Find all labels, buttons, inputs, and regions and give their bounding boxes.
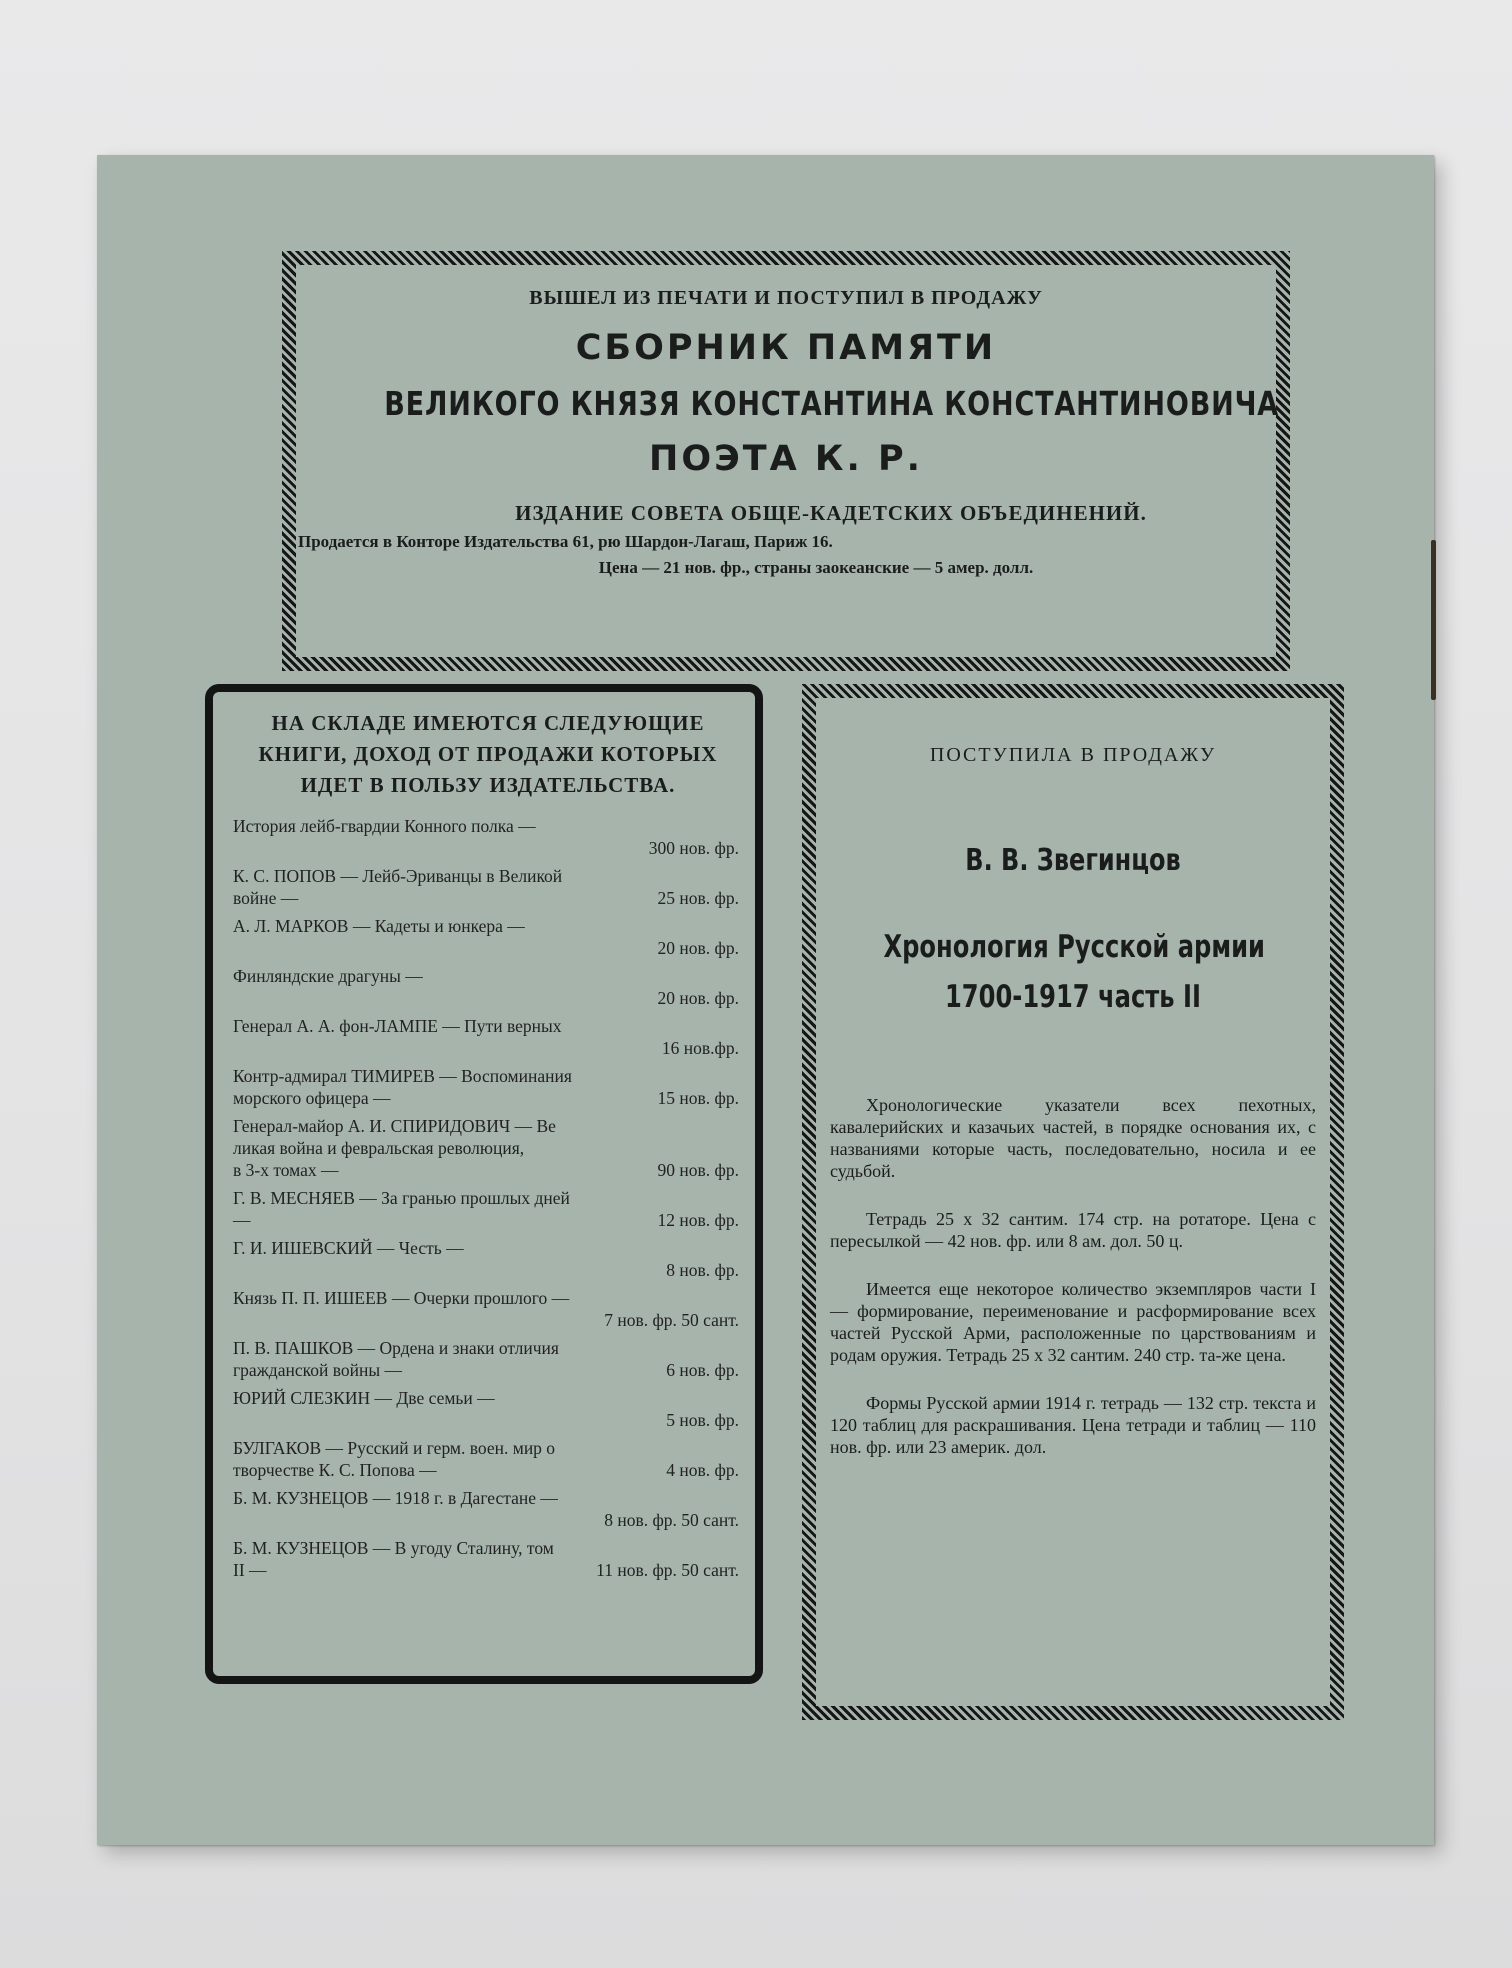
- stock-item-price: 4 нов. фр.: [666, 1460, 739, 1480]
- stock-item-title: А. Л. МАРКОВ — Кадеты и юнкера —: [233, 916, 525, 936]
- stock-item-title: История лейб-гвардии Конного полка —: [233, 816, 536, 836]
- stock-item-title-end: II —: [233, 1560, 267, 1580]
- stock-list-item: [233, 1187, 743, 1231]
- part-one-notice: Имеется еще некоторое количество экземпляров части I — формирование, переименование и расформирование всех частей Русской Арми, расположенные по царствованиям и родам оружия. Тетрадь 25 х 32 сантим. 240 стр. та-же цена.: [830, 1279, 1316, 1365]
- stock-list-item: [233, 1065, 743, 1109]
- book-title-line2: 1700-1917 часть II: [944, 979, 1202, 1015]
- stock-list-item: [233, 1115, 743, 1181]
- stock-item-price: 300 нов. фр.: [648, 838, 739, 858]
- stock-list-item: [233, 865, 743, 909]
- new-book-heading: ПОСТУПИЛА В ПРОДАЖУ: [929, 744, 1217, 766]
- stock-item-price: 8 нов. фр. 50 сант.: [604, 1510, 739, 1530]
- stock-list-item: [233, 815, 743, 859]
- stock-item-title-end: войне —: [233, 888, 299, 908]
- stock-item-title-end: —: [233, 1210, 251, 1230]
- stock-item-title: Б. М. КУЗНЕЦОВ — 1918 г. в Дагестане —: [233, 1488, 558, 1508]
- stock-item-title: П. В. ПАШКОВ — Ордена и знаки отличия: [233, 1338, 559, 1358]
- book-author: В. В. Звегинцов: [965, 843, 1181, 878]
- stock-item-title: Князь П. П. ИШЕЕВ — Очерки прошлого —: [233, 1288, 570, 1308]
- stock-list-item: [233, 1487, 743, 1531]
- stock-item-price: 20 нов. фр.: [657, 938, 739, 958]
- stock-item-price: 5 нов. фр.: [666, 1410, 739, 1430]
- stock-item-price-row: [233, 887, 743, 909]
- stock-item-price-row: [233, 1209, 743, 1231]
- book-title-line2: ВЕЛИКОГО КНЯЗЯ КОНСТАНТИНА КОНСТАНТИНОВИЧА: [384, 384, 1280, 423]
- stock-item-price-row: [233, 1559, 743, 1581]
- stock-item-price-row: [233, 937, 743, 959]
- stock-list-item: [233, 915, 743, 959]
- book-format-price: Тетрадь 25 х 32 сантим. 174 стр. на ротаторе. Цена с пересылкой — 42 нов. фр. или 8 ам. дол. 50 ц.: [830, 1209, 1316, 1251]
- publisher-line: ИЗДАНИЕ СОВЕТА ОБЩЕ-КАДЕТСКИХ ОБЪЕДИНЕНИЙ.: [515, 501, 1147, 525]
- stock-item-title-cont: ликая война и февральская революция,: [233, 1138, 525, 1158]
- stock-item-price: 6 нов. фр.: [666, 1360, 739, 1380]
- price-line: Цена — 21 нов. фр., страны заокеанские — 5 амер. долл.: [598, 558, 1034, 577]
- stock-item-price: 7 нов. фр. 50 сант.: [604, 1310, 739, 1330]
- stock-item-title: Контр-адмирал ТИМИРЕВ — Воспоминания: [233, 1066, 572, 1086]
- announcement-box-memorial-collection: [282, 251, 1290, 671]
- stock-list-box: [205, 684, 763, 1684]
- new-book-box: [802, 684, 1344, 1720]
- stock-item-price: 12 нов. фр.: [657, 1210, 739, 1230]
- stock-item-price-row: [233, 1037, 743, 1059]
- stock-list-item: [233, 1337, 743, 1381]
- book-title-line3: ПОЭТА К. Р.: [649, 439, 923, 479]
- stock-heading-line3: ИДЕТ В ПОЛЬЗУ ИЗДАТЕЛЬСТВА.: [300, 773, 676, 797]
- announcement-heading: ВЫШЕЛ ИЗ ПЕЧАТИ И ПОСТУПИЛ В ПРОДАЖУ: [529, 287, 1043, 309]
- stock-list-item: [233, 1537, 743, 1581]
- stock-item-title: Г. И. ИШЕВСКИЙ — Честь —: [233, 1238, 464, 1258]
- stock-item-price-row: [233, 1359, 743, 1381]
- stock-item-price-row: [233, 1309, 743, 1331]
- stock-item-price-row: [233, 837, 743, 859]
- stock-heading-line2: КНИГИ, ДОХОД ОТ ПРОДАЖИ КОТОРЫХ: [258, 742, 718, 766]
- stock-list-item: [233, 1287, 743, 1331]
- stock-item-title-end: в 3-х томах —: [233, 1160, 339, 1180]
- stock-item-price: 90 нов. фр.: [657, 1160, 739, 1180]
- stock-item-price-row: [233, 1509, 743, 1531]
- stock-item-title: ЮРИЙ СЛЕЗКИН — Две семьи —: [233, 1388, 495, 1408]
- stock-item-title: Г. В. МЕСНЯЕВ — За гранью прошлых дней: [233, 1188, 570, 1208]
- stock-heading-line1: НА СКЛАДЕ ИМЕЮТСЯ СЛЕДУЮЩИЕ: [271, 711, 705, 735]
- stock-item-title: БУЛГАКОВ — Русский и герм. воен. мир о: [233, 1438, 556, 1458]
- stock-list-item: [233, 965, 743, 1009]
- stock-item-price: 25 нов. фр.: [657, 888, 739, 908]
- stock-list-entries: [233, 815, 743, 1581]
- stock-item-price: 16 нов.фр.: [661, 1038, 739, 1058]
- binding-edge: [1431, 540, 1436, 700]
- stock-list-item: [233, 1437, 743, 1481]
- book-title-line1: СБОРНИК ПАМЯТИ: [575, 328, 997, 368]
- book-title-line1: Хронология Русской армии: [883, 929, 1266, 965]
- stock-item-title: Б. М. КУЗНЕЦОВ — В угоду Сталину, том: [233, 1538, 554, 1558]
- uniforms-notice: Формы Русской армии 1914 г. тетрадь — 132 стр. текста и 120 таблиц для раскрашивания. Цена тетради и таблиц — 110 нов. фр. или 23 америк. дол.: [830, 1393, 1316, 1457]
- stock-item-title-end: гражданской войны —: [233, 1360, 402, 1380]
- stock-item-price: 15 нов. фр.: [657, 1088, 739, 1108]
- stock-list-item: [233, 1015, 743, 1059]
- stock-item-price-row: [233, 1159, 743, 1181]
- stock-item-price-row: [233, 1409, 743, 1431]
- book-description: Хронологические указатели всех пехотных, кавалерийских и казачьих частей, в порядке основания их, с названиями которые часть, последовательно, носила и ее судьбой.: [830, 1095, 1316, 1181]
- stock-item-title-end: творчестве К. С. Попова —: [233, 1460, 437, 1480]
- stock-item-title-end: морского офицера —: [233, 1088, 391, 1108]
- stock-item-price-row: [233, 1459, 743, 1481]
- stock-item-price-row: [233, 1087, 743, 1109]
- stock-list-heading: [233, 708, 743, 801]
- stock-item-price: 8 нов. фр.: [666, 1260, 739, 1280]
- sale-address: Продается в Конторе Издательства 61, рю Шардон-Лагаш, Париж 16.: [298, 532, 833, 551]
- book-title: [883, 922, 1266, 1022]
- stock-item-price: 11 нов. фр. 50 сант.: [596, 1560, 739, 1580]
- stock-item-title: Генерал А. А. фон-ЛАМПЕ — Пути верных: [233, 1016, 562, 1036]
- stock-list-item: [233, 1237, 743, 1281]
- stock-item-price: 20 нов. фр.: [657, 988, 739, 1008]
- stock-item-price-row: [233, 987, 743, 1009]
- stock-item-price-row: [233, 1259, 743, 1281]
- stock-item-title: Финляндские драгуны —: [233, 966, 423, 986]
- stock-item-title: Генерал-майор А. И. СПИРИДОВИЧ — Ве: [233, 1116, 556, 1136]
- stock-list-item: [233, 1387, 743, 1431]
- stock-item-title: К. С. ПОПОВ — Лейб-Эриванцы в Великой: [233, 866, 563, 886]
